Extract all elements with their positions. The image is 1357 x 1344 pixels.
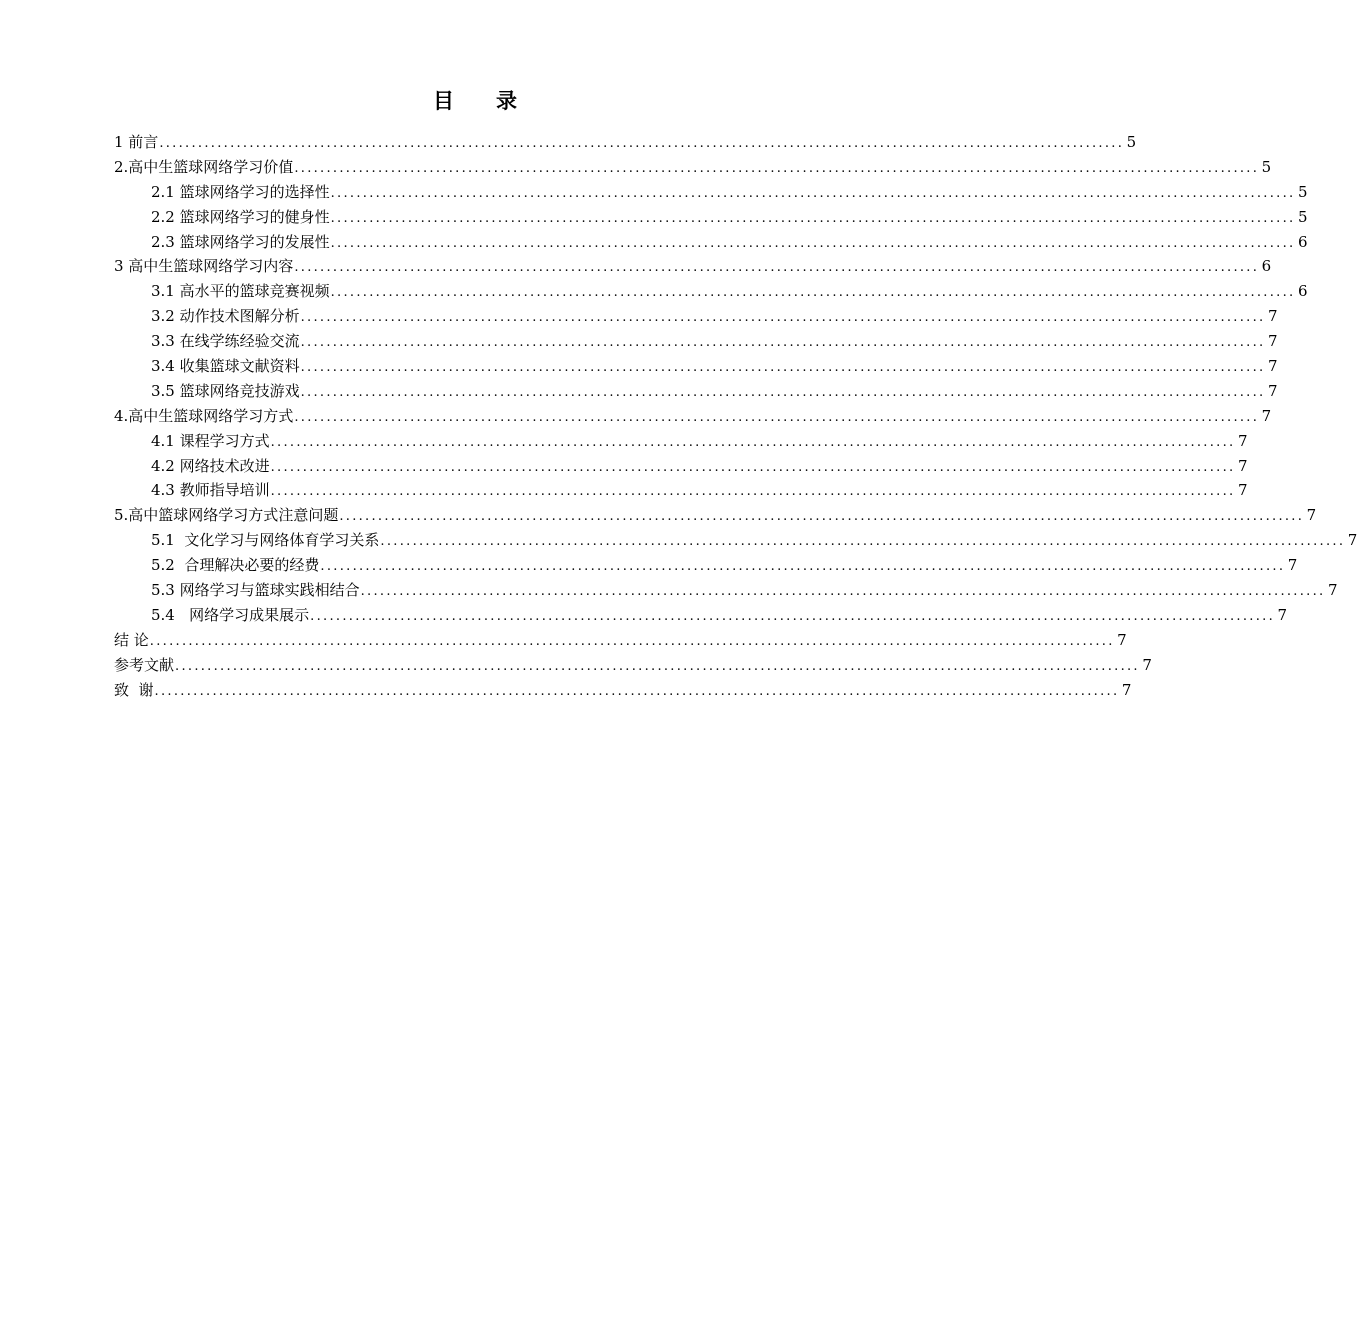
toc-entry-label: 4.高中生篮球网络学习方式 [114, 406, 294, 425]
toc-entry-label: 5.2 合理解决必要的经费 [151, 556, 320, 575]
toc-dot-leader: ...................................................................................................................................................... [300, 360, 1266, 376]
toc-list [114, 130, 1357, 702]
toc-entry-page-number: 6 [1261, 257, 1272, 276]
toc-dot-leader: ...................................................................................................................................................... [294, 409, 1260, 425]
toc-dot-leader: ...................................................................................................................................................... [270, 434, 1236, 450]
toc-entry-label: 2.2 篮球网络学习的健身性 [151, 207, 330, 226]
toc-entry-page-number: 7 [1117, 630, 1127, 649]
toc-dot-leader: ...................................................................................................................................................... [330, 285, 1296, 301]
toc-dot-leader: ...................................................................................................................................................... [339, 509, 1305, 525]
toc-entry-page-number: 6 [1297, 282, 1308, 301]
toc-entry[interactable] [114, 553, 1298, 578]
toc-dot-leader: ...................................................................................................................................................... [320, 559, 1286, 575]
toc-entry-page-number: 7 [1267, 381, 1278, 400]
toc-entry-page-number: 7 [1347, 531, 1357, 550]
toc-dot-leader: ...................................................................................................................................................... [294, 160, 1260, 176]
toc-entry-page-number: 7 [1327, 581, 1338, 600]
toc-entry-page-number: 5 [1126, 133, 1137, 151]
toc-entry[interactable] [114, 279, 1308, 304]
toc-entry[interactable] [114, 130, 1137, 155]
toc-dot-leader: ...................................................................................................................................................... [270, 459, 1236, 475]
toc-entry[interactable] [114, 454, 1248, 479]
toc-dot-leader: ...................................................................................................................................................... [330, 185, 1296, 201]
toc-entry[interactable] [114, 205, 1308, 230]
toc-dot-leader: ...................................................................................................................................................... [330, 210, 1296, 226]
toc-entry-label: 5.高中篮球网络学习方式注意问题 [114, 506, 339, 525]
toc-title [0, 86, 950, 116]
toc-entry[interactable] [114, 678, 1132, 703]
toc-entry-label: 3 高中生篮球网络学习内容 [114, 257, 294, 276]
toc-entry-page-number: 6 [1297, 232, 1308, 251]
toc-entry-page-number: 5 [1261, 157, 1272, 176]
toc-entry-label: 1 前言 [114, 133, 159, 151]
toc-entry-label: 结 论 [114, 630, 149, 649]
toc-entry[interactable] [114, 429, 1248, 454]
toc-title-char-1: 目 [433, 89, 454, 113]
toc-dot-leader: ...................................................................................................................................................... [300, 335, 1266, 351]
toc-entry-page-number: 7 [1237, 481, 1248, 500]
toc-entry-label: 2.1 篮球网络学习的选择性 [151, 182, 330, 201]
toc-dot-leader: ...................................................................................................................................................... [300, 384, 1266, 400]
toc-entry[interactable] [114, 155, 1272, 180]
toc-entry[interactable] [114, 354, 1278, 379]
toc-dot-leader: ...................................................................................................................................................... [175, 658, 1140, 674]
toc-entry[interactable] [114, 528, 1357, 553]
toc-entry-page-number: 5 [1297, 182, 1308, 201]
toc-entry[interactable] [114, 653, 1152, 678]
toc-entry-label: 5.1 文化学习与网络体育学习关系 [151, 531, 380, 550]
toc-entry-page-number: 7 [1267, 357, 1278, 376]
toc-entry[interactable] [114, 478, 1248, 503]
toc-entry-page-number: 7 [1267, 307, 1278, 326]
toc-dot-leader: ...................................................................................................................................................... [310, 608, 1276, 624]
toc-entry-page-number: 7 [1237, 456, 1248, 475]
toc-dot-leader: ...................................................................................................................................................... [360, 584, 1326, 600]
toc-entry[interactable] [114, 230, 1308, 255]
toc-entry[interactable] [114, 628, 1127, 653]
toc-entry-label: 4.3 教师指导培训 [151, 481, 270, 500]
toc-entry-page-number: 5 [1297, 207, 1308, 226]
toc-dot-leader: ...................................................................................................................................................... [159, 136, 1125, 151]
toc-entry-label: 3.4 收集篮球文献资料 [151, 357, 300, 376]
toc-entry-label: 5.3 网络学习与篮球实践相结合 [151, 581, 360, 600]
toc-entry-page-number: 7 [1267, 332, 1278, 351]
toc-entry-label: 4.1 课程学习方式 [151, 431, 270, 450]
toc-entry-label: 2.高中生篮球网络学习价值 [114, 157, 294, 176]
toc-entry[interactable] [114, 578, 1338, 603]
toc-dot-leader: ...................................................................................................................................................... [294, 260, 1260, 276]
toc-entry[interactable] [114, 254, 1272, 279]
toc-dot-leader: ...................................................................................................................................................... [270, 484, 1236, 500]
toc-dot-leader: ...................................................................................................................................................... [300, 310, 1266, 326]
toc-entry[interactable] [114, 304, 1278, 329]
toc-entry[interactable] [114, 404, 1272, 429]
toc-entry-label: 3.3 在线学练经验交流 [151, 332, 300, 351]
toc-entry-page-number: 7 [1287, 556, 1298, 575]
toc-entry[interactable] [114, 180, 1308, 205]
toc-entry-label: 5.4 网络学习成果展示 [151, 605, 310, 624]
toc-entry-label: 3.5 篮球网络竞技游戏 [151, 381, 300, 400]
toc-entry-page-number: 7 [1121, 680, 1132, 699]
toc-entry-page-number: 7 [1277, 605, 1288, 624]
toc-dot-leader: ...................................................................................................................................................... [149, 633, 1115, 649]
toc-entry-page-number: 7 [1306, 506, 1317, 525]
toc-entry[interactable] [114, 503, 1317, 528]
toc-entry-label: 3.1 高水平的篮球竞赛视频 [151, 282, 330, 301]
toc-entry-label: 参考文献 [114, 655, 175, 674]
toc-entry-page-number: 7 [1261, 406, 1272, 425]
toc-entry-label: 2.3 篮球网络学习的发展性 [151, 232, 330, 251]
toc-title-char-2: 录 [496, 89, 517, 113]
toc-dot-leader: ...................................................................................................................................................... [330, 235, 1296, 251]
toc-dot-leader: ...................................................................................................................................................... [154, 683, 1120, 699]
toc-entry-label: 4.2 网络技术改进 [151, 456, 270, 475]
toc-entry-page-number: 7 [1142, 655, 1152, 674]
toc-entry[interactable] [114, 603, 1288, 628]
toc-entry[interactable] [114, 329, 1278, 354]
toc-entry[interactable] [114, 379, 1278, 404]
toc-entry-page-number: 7 [1237, 431, 1248, 450]
toc-entry-label: 3.2 动作技术图解分析 [151, 307, 300, 326]
toc-dot-leader: ...................................................................................................................................................... [380, 534, 1346, 550]
toc-entry-label: 致 谢 [114, 680, 154, 699]
